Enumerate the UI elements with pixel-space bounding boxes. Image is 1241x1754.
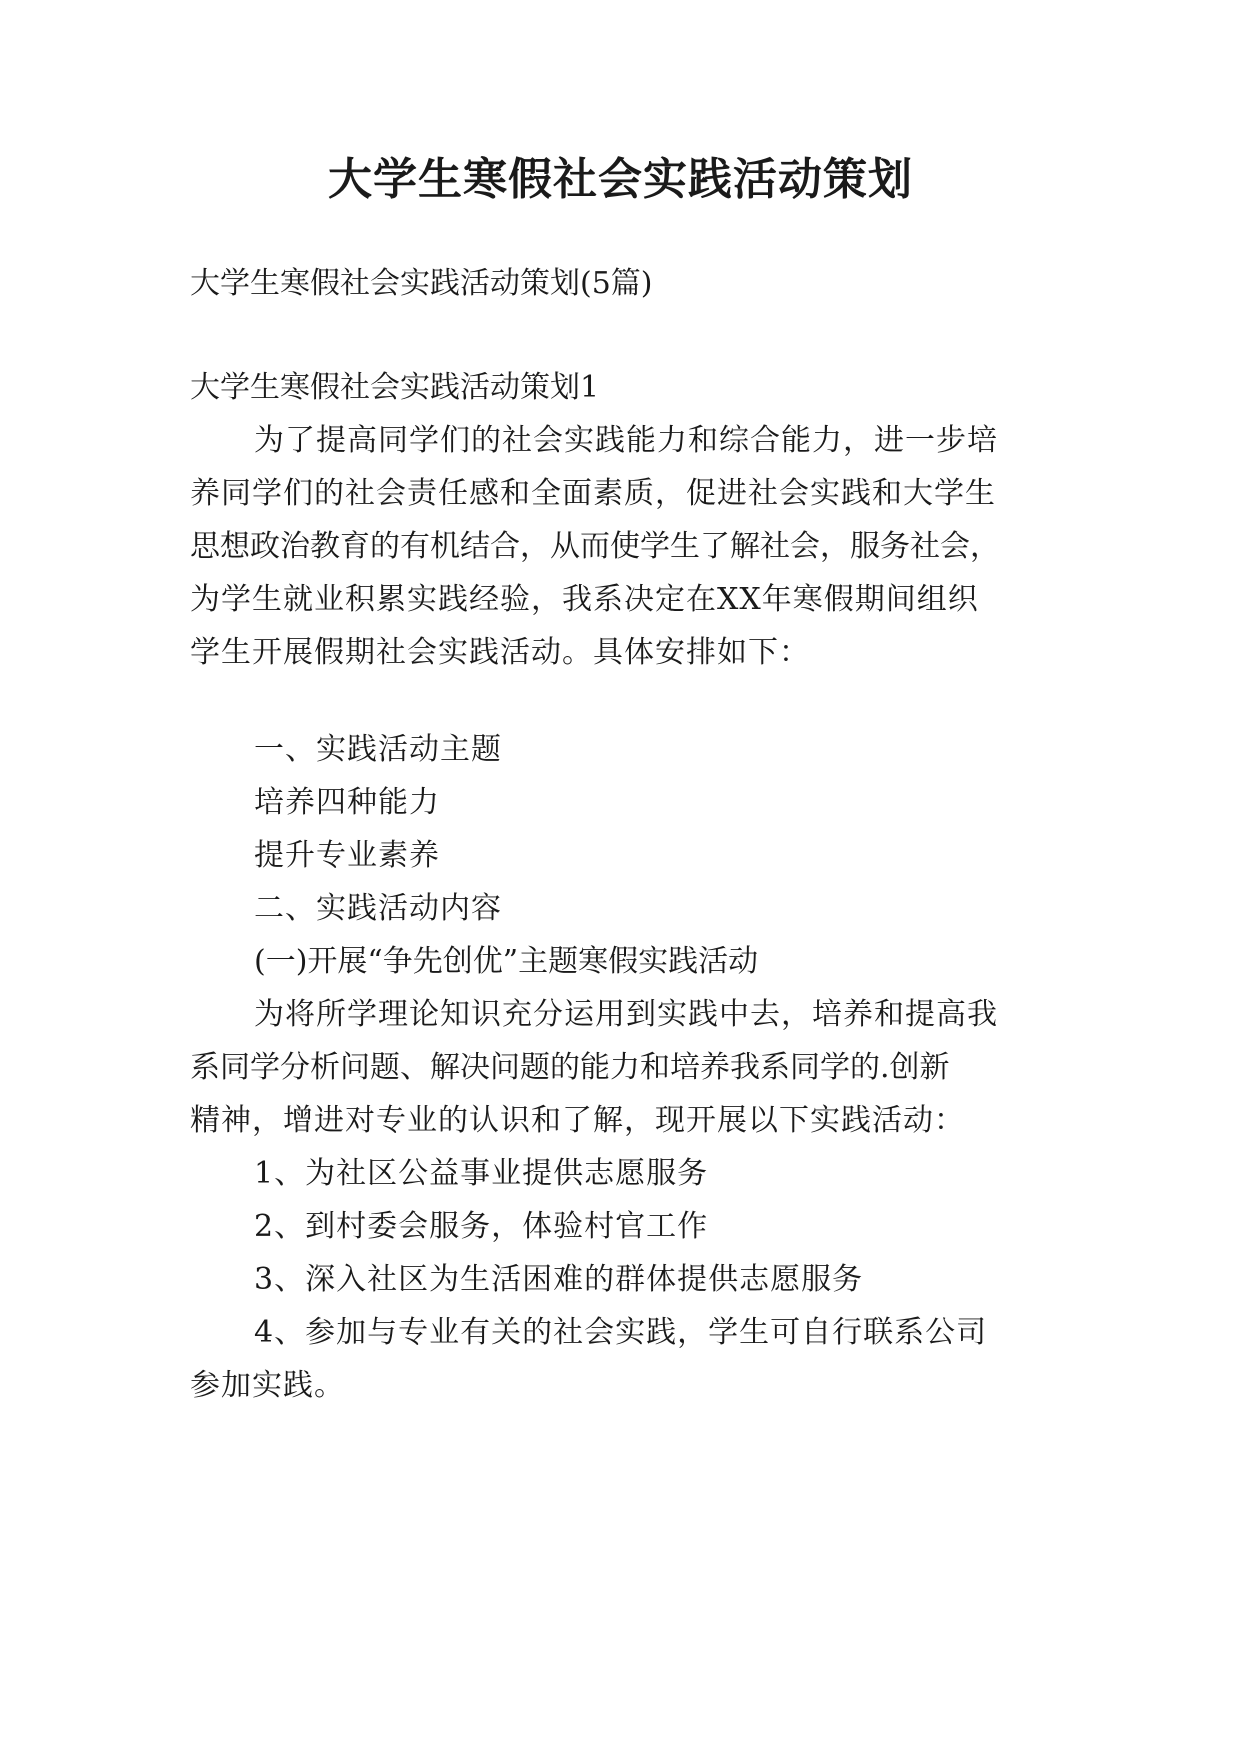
content-heading: 二、实践活动内容 [254,891,502,926]
body-line: 为将所学理论知识充分运用到实践中去，培养和提高我 [254,997,998,1032]
theme-heading: 一、实践活动主题 [254,732,502,767]
document-title: 大学生寒假社会实践活动策划 [328,154,913,205]
list-item: 4、参加与专业有关的社会实践，学生可自行联系公司 [254,1315,988,1350]
body-line: 系同学分析问题、解决问题的能力和培养我系同学的.创新 [190,1050,950,1085]
intro-line: 为学生就业积累实践经验，我系决定在XX年寒假期间组织 [190,582,979,617]
intro-line: 为了提高同学们的社会实践能力和综合能力，进一步培 [254,423,998,458]
intro-line: 思想政治教育的有机结合，从而使学生了解社会，服务社会， [190,529,1000,564]
list-item-continuation: 参加实践。 [190,1368,345,1403]
body-line: 精神，增进对专业的认识和了解，现开展以下实践活动： [190,1103,965,1138]
section-heading: 大学生寒假社会实践活动策划1 [190,370,600,405]
theme-item: 培养四种能力 [254,785,440,820]
intro-line: 养同学们的社会责任感和全面素质，促进社会实践和大学生 [190,476,996,511]
theme-item: 提升专业素养 [254,838,440,873]
sub-heading: (一)开展“争先创优”主题寒假实践活动 [254,944,759,979]
intro-line: 学生开展假期社会实践活动。具体安排如下： [190,635,810,670]
list-item: 3、深入社区为生活困难的群体提供志愿服务 [254,1262,864,1297]
list-item: 2、到村委会服务，体验村官工作 [254,1209,709,1244]
document-subtitle: 大学生寒假社会实践活动策划(5篇) [190,266,653,301]
list-item: 1、为社区公益事业提供志愿服务 [254,1156,709,1191]
